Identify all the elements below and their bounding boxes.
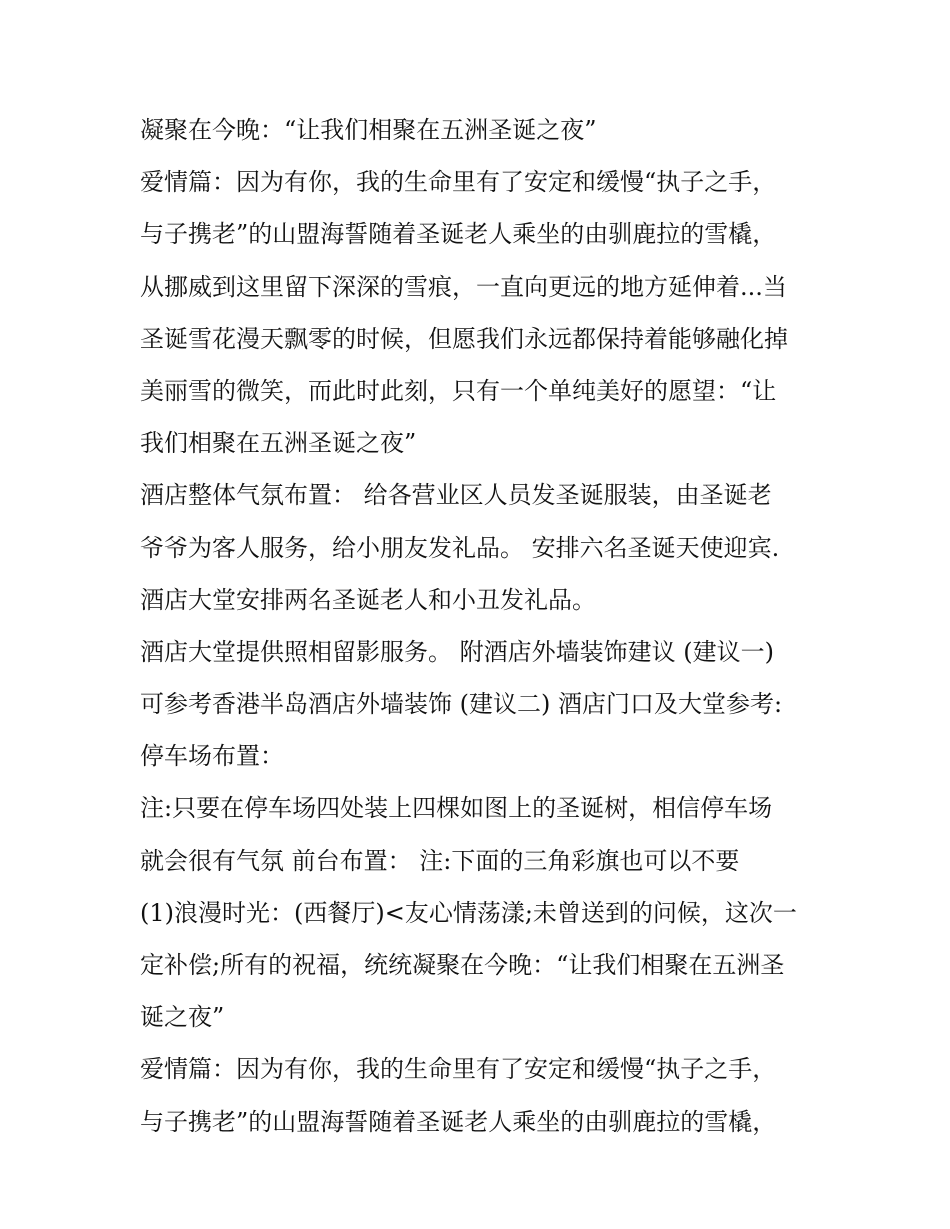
text-line: 爱情篇：因为有你，我的生命里有了安定和缓慢“执子之手，: [140, 1055, 777, 1084]
text-line: 定补偿;所有的祝福，统统凝聚在今晚：“让我们相聚在五洲圣: [140, 951, 785, 979]
text-line: 酒店整体气氛布置： 给各营业区人员发圣诞服装，由圣诞老: [140, 481, 772, 510]
text-line: 爷爷为客人服务，给小朋友发礼品。 安排六名圣诞天使迎宾.: [140, 533, 780, 562]
text-line: 从挪威到这里留下深深的雪痕，一直向更远的地方延伸着...当: [140, 272, 787, 301]
text-line: 爱情篇：因为有你，我的生命里有了安定和缓慢“执子之手，: [140, 168, 777, 197]
text-line: (1)浪漫时光：(西餐厅)<友心情荡漾;未曾送到的问候，这次一: [140, 898, 797, 927]
text-line: 美丽雪的微笑，而此时此刻，只有一个单纯美好的愿望：“让: [140, 376, 777, 405]
text-line: 凝聚在今晚：“让我们相聚在五洲圣诞之夜”: [140, 116, 597, 144]
text-line: 酒店大堂提供照相留影服务。 附酒店外墙装饰建议 (建议一): [140, 637, 774, 666]
text-line: 注:只要在停车场四处装上四棵如图上的圣诞树，相信停车场: [140, 794, 773, 823]
text-line: 可参考香港半岛酒店外墙装饰 (建议二) 酒店门口及大堂参考:: [140, 690, 783, 719]
text-line: 圣诞雪花漫天飘零的时候，但愿我们永远都保持着能够融化掉: [140, 324, 788, 353]
text-line: 停车场布置：: [140, 742, 284, 771]
text-line: 我们相聚在五洲圣诞之夜”: [140, 429, 417, 458]
text-line: 就会很有气氛 前台布置： 注:下面的三角彩旗也可以不要: [140, 846, 740, 875]
text-line: 与子携老”的山盟海誓随着圣诞老人乘坐的由驯鹿拉的雪橇，: [140, 1107, 777, 1136]
document-body: [140, 108, 840, 1152]
text-line: 诞之夜”: [140, 1003, 225, 1032]
text-line: 与子携老”的山盟海誓随着圣诞老人乘坐的由驯鹿拉的雪橇，: [140, 220, 777, 249]
text-line: 酒店大堂安排两名圣诞老人和小丑发礼品。: [140, 585, 596, 614]
